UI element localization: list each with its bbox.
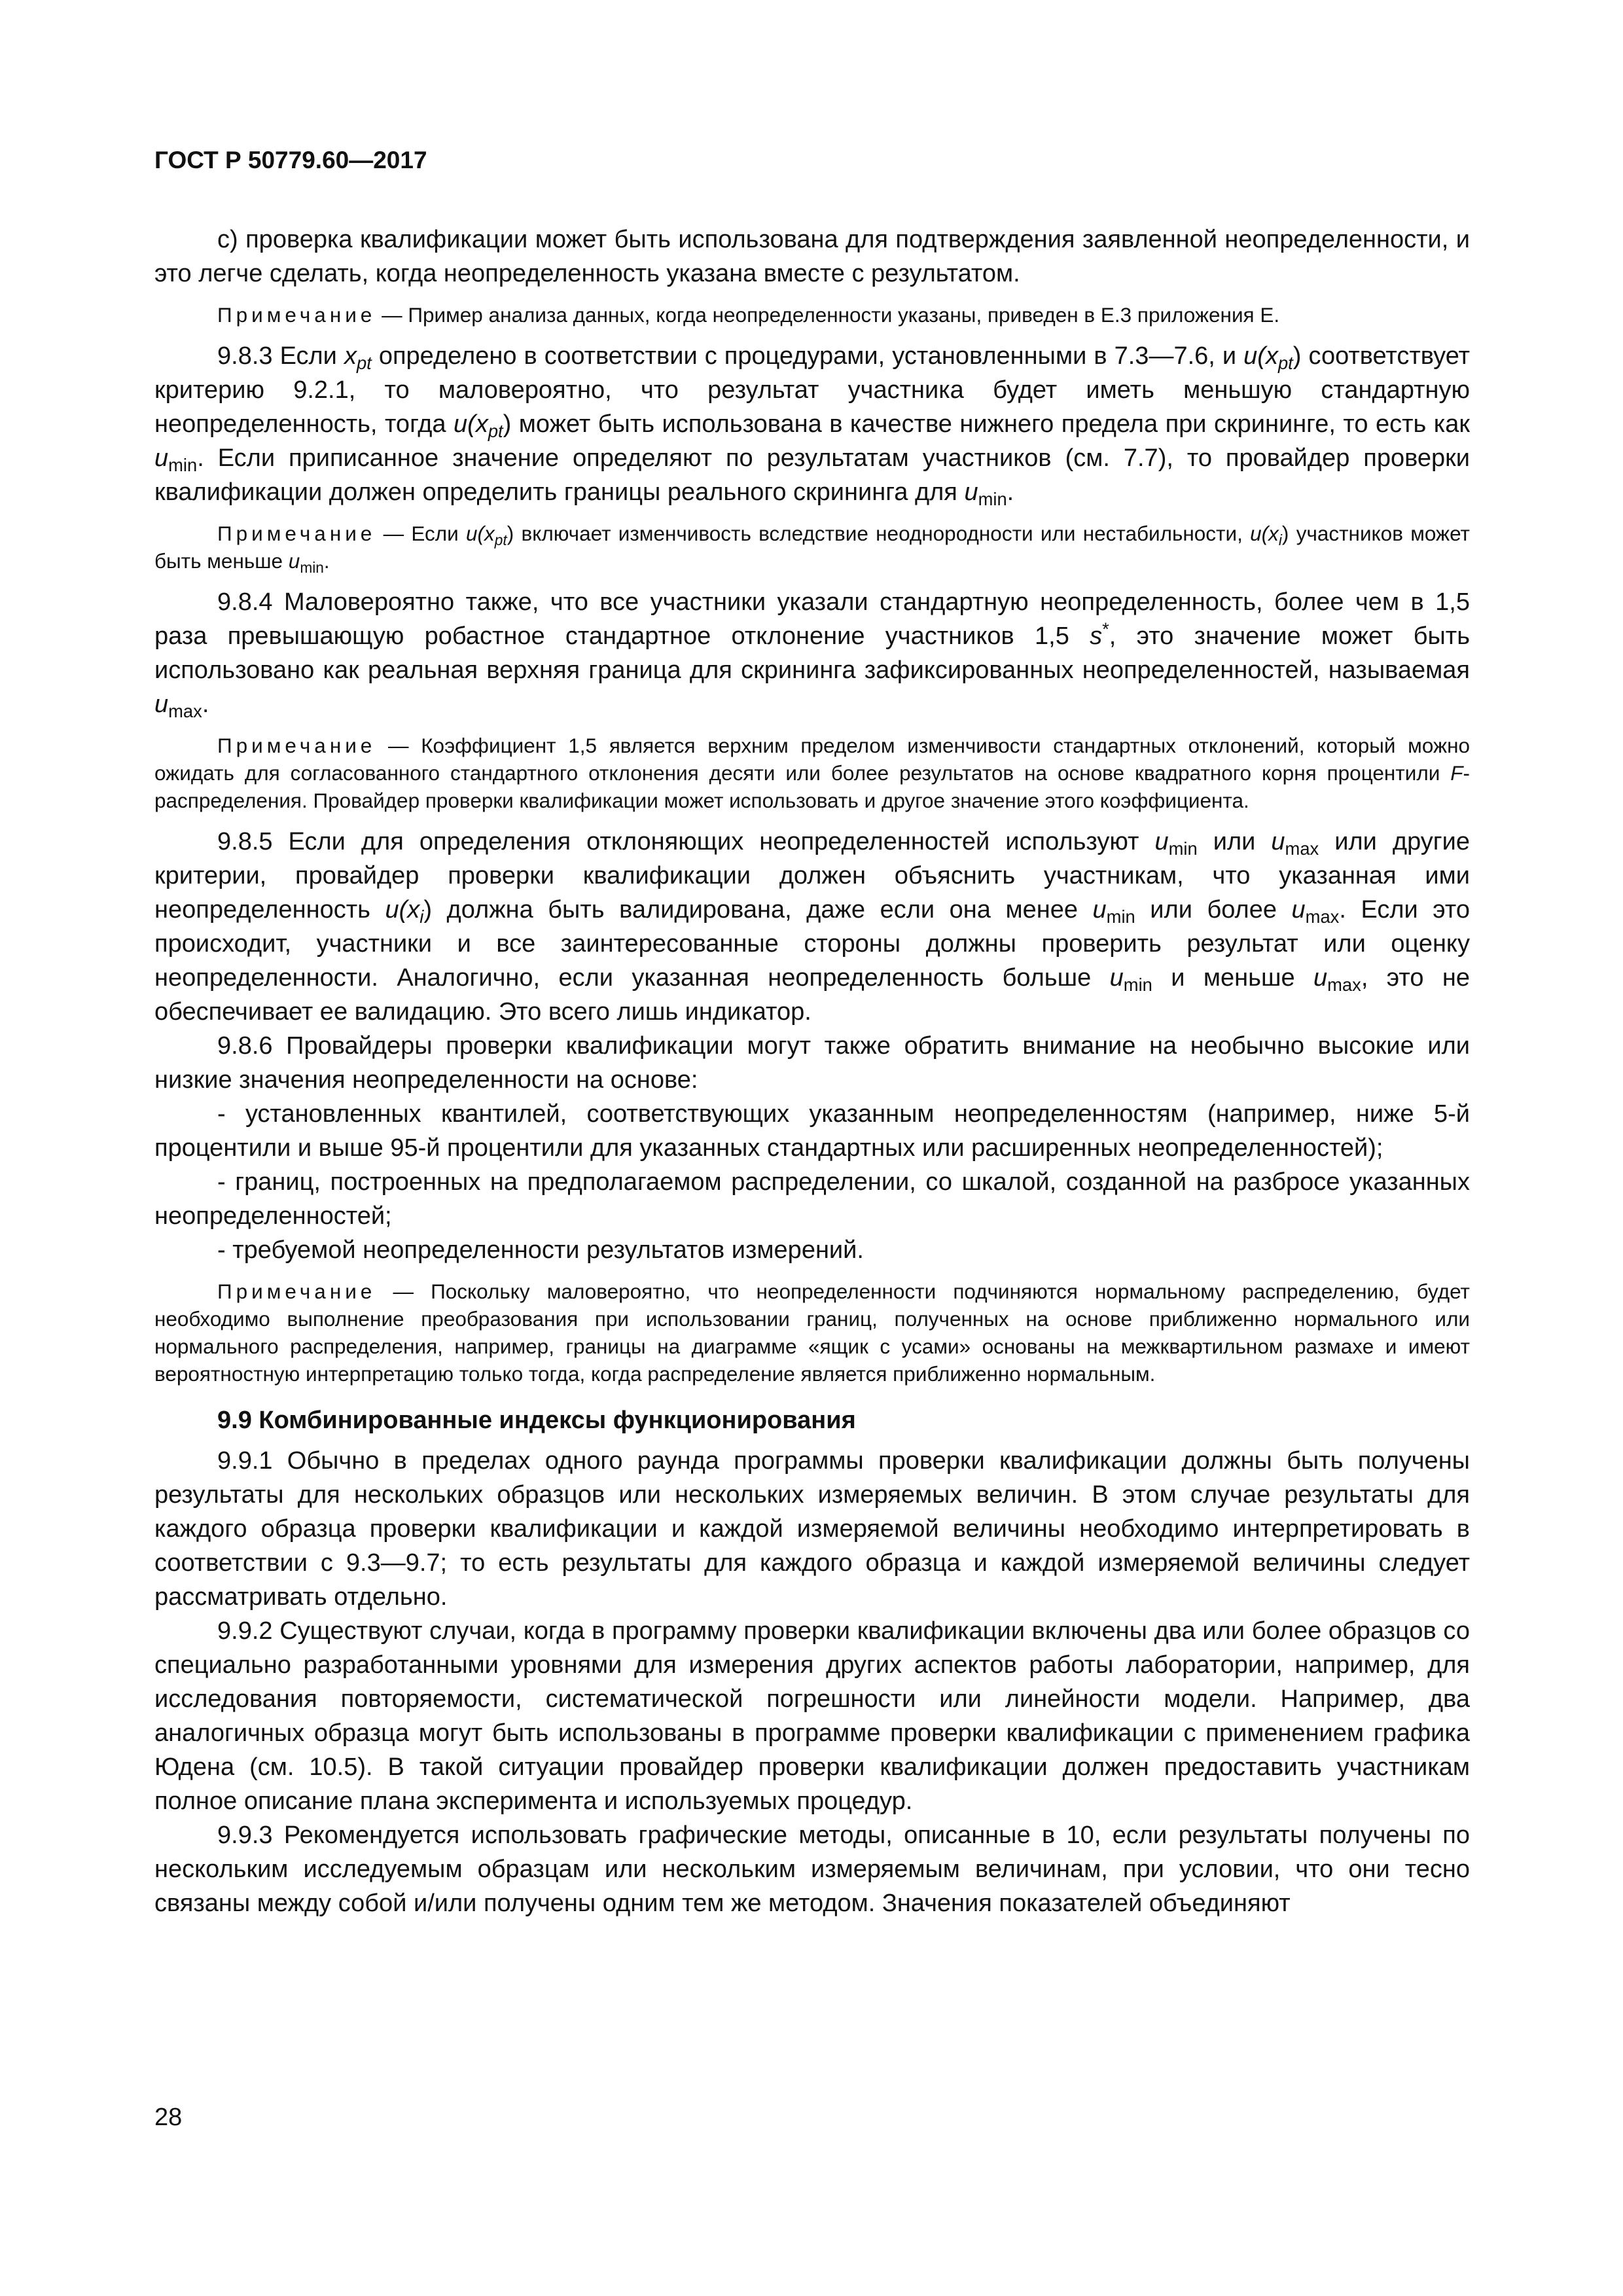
note-2: Примечание — Если $u(x_{pt})$ включает изменчивость вследствие неоднородности или нестабильности, $u(x_i)$ участников может быть меньше $u_{min}$. [154,522,1470,576]
document-code-header: ГОСТ Р 50779.60—2017 [154,147,427,173]
paragraph-9-9-3: 9.9.3 Рекомендуется использовать графические методы, описанные в 10, если результаты получены по нескольким исследуемым образцам или нескольким измеряемым величинам, при условии, что они тесно связаны между собой и/или получены одним тем же методом. Значения показателей объединяют [154,1821,1470,1917]
section-heading-9-9: 9.9 Комбинированные индексы функционирования [217,1407,856,1434]
paragraph-c: c) проверка квалификации может быть использована для подтверждения заявленной неопределенности, и это легче сделать, когда неопределенность указана вместе с результатом. [154,226,1470,287]
list-item-required: - требуемой неопределенности результатов измерений. [217,1236,864,1264]
note-3: Примечание — Коэффициент 1,5 является верхним пределом изменчивости стандартных отклонений, который можно ожидать для согласованного стандартного отклонения десяти или более результатов на основе квадратного корня процентили F-распределения. Провайдер проверки квалификации может использовать и другое значение этого коэффициента. [154,734,1470,812]
paragraph-9-8-4: 9.8.4 Маловероятно также, что все участники указали стандартную неопределенность, более чем в 1,5 раза превышающую робастное стандартное отклонение участников 1,5 s*, это значение может быть использовано как реальная верхняя граница для скрининга зафиксированных неопределенностей, называемая $u_{max}$. [154,588,1470,722]
note-4: Примечание — Поскольку маловероятно, что неопределенности подчиняются нормальному распределению, будет необходимо выполнение преобразования при использовании границ, полученных на основе приближенно нормального или нормального распределения, например, границы на диаграмме «ящик с усами» основаны на межквартильном размахе и имеют вероятностную интерпретацию только тогда, когда распределение является приближенно нормальным. [154,1280,1470,1386]
document-page [154,0,1470,2296]
paragraph-9-8-3: 9.8.3 Если $x_{pt}$ определено в соответствии с процедурами, установленными в 7.3—7.6, и $u(x_{pt})$ соответствует критерию 9.2.1, то маловероятно, что результат участника будет иметь меньшую стандартную неопределенность, тогда $u(x_{pt})$ может быть использована в качестве нижнего предела при скрининге, то есть как $u_{min}$. Если приписанное значение определяют по результатам участников (см. 7.7), то провайдер проверки квалификации должен определить границы реального скрининга для $u_{min}$. [154,342,1470,510]
paragraph-9-9-2: 9.9.2 Существуют случаи, когда в программу проверки квалификации включены два или более образцов со специально разработанными уровнями для измерения других аспектов работы лаборатории, например, для исследования повторяемости, систематической погрешности или линейности модели. Например, два аналогичных образца могут быть использованы в программе проверки квалификации с применением графика Юдена (см. 10.5). В такой ситуации провайдер проверки квалификации должен предоставить участникам полное описание плана эксперимента и используемых процедур. [154,1617,1470,1815]
paragraph-9-9-1: 9.9.1 Обычно в пределах одного раунда программы проверки квалификации должны быть получены результаты для нескольких образцов или нескольких измеряемых величин. В этом случае результаты для каждого образца проверки квалификации и каждой измеряемой величины необходимо интерпретировать в соответствии с 9.3—9.7; то есть результаты для каждого образца и каждой измеряемой величины следует рассматривать отдельно. [154,1447,1470,1611]
document-body [154,223,1470,1920]
note-label: Примечание [217,303,376,327]
list-item-quantiles: - установленных квантилей, соответствующих указанным неопределенностям (например, ниже 5-й процентили и выше 95-й процентили для указанных стандартных или расширенных неопределенностей); [154,1100,1470,1162]
page-number: 28 [154,2104,183,2131]
paragraph-9-8-6: 9.8.6 Провайдеры проверки квалификации могут также обратить внимание на необычно высокие или низкие значения неопределенности на основе: [154,1032,1470,1094]
note-1: Примечание — Пример анализа данных, когда неопределенности указаны, приведен в Е.3 приложения Е. [217,303,1280,327]
list-item-bounds: - границ, построенных на предполагаемом распределении, со шкалой, созданной на разбросе указанных неопределенностей; [154,1168,1470,1230]
paragraph-9-8-5: 9.8.5 Если для определения отклоняющих неопределенностей используют $u_{min}$ или $u_{max}$ или другие критерии, провайдер проверки квалификации должен объяснить участникам, что указанная ими неопределенность $u(x_i)$ должна быть валидирована, даже если она менее $u_{min}$ или более $u_{max}$. Если это происходит, участники и все заинтересованные стороны должны проверить результат или оценку неопределенности. Аналогично, если указанная неопределенность больше $u_{min}$ и меньше $u_{max}$, это не обеспечивает ее валидацию. Это всего лишь индикатор. [154,828,1470,1026]
